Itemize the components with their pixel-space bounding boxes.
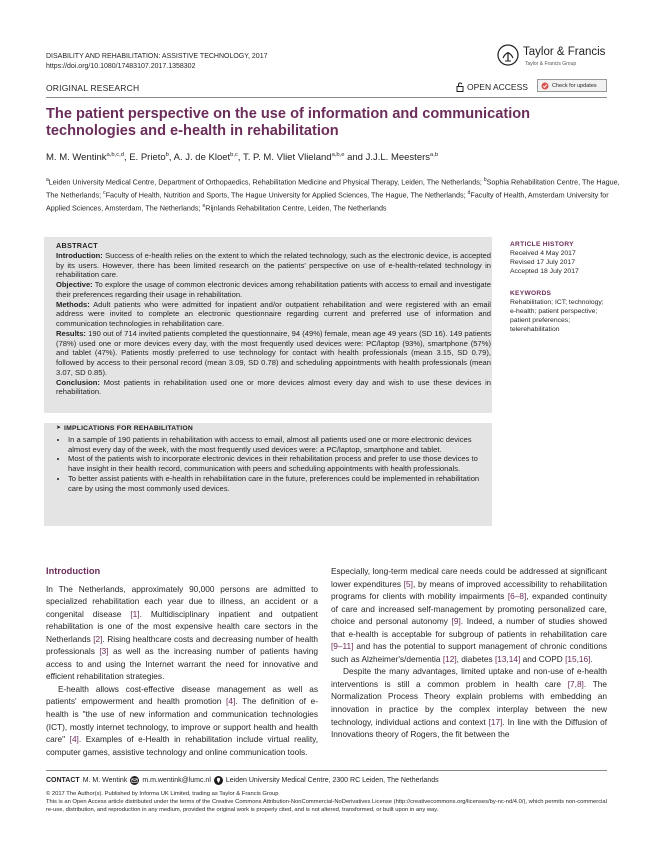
triangle-right-icon: ➤ [56,425,62,431]
author-name[interactable]: T. P. M. Vliet Vlieland [243,152,332,164]
implication-item: • In a sample of 190 patients in rehabilitation with access to email, almost all patients used one or more electronic devices almost every day of the week, with the most frequently used devices were: a PC/laptop, smartphone and tablet. [68,435,492,455]
author-name[interactable]: E. Prieto [129,152,166,164]
open-access-badge [456,82,528,92]
author-name[interactable]: A. J. de Kloet [173,152,231,164]
crossmark-icon [541,82,549,90]
abstract-section [56,300,491,329]
author-affiliation-marker: a,b [430,152,439,158]
copyright: © 2017 The Author(s). Published by Informa UK Limited, trading as Taylor & Francis Group [46,791,279,797]
address-icon [214,776,223,785]
citation-link[interactable]: [4] [69,734,79,745]
affiliations [46,175,621,214]
affiliation-text: Faculty of Health, Nutrition and Sports, The Hague University for Applied Sciences, The Hague, The Netherlands; [105,190,468,200]
affiliation-text: Rijnlands Rehabilitation Centre, Leiden, The Netherlands [205,203,387,213]
body-text: . The Normalization Process Theory explain problems with embedding an innovation in practice by the complex interplay between the new technology, individual actions and context [331,678,608,727]
author-affiliation-marker: a,b,e [331,152,345,158]
revised-date: Revised 17 July 2017 [510,259,575,266]
journal-header [46,52,267,71]
citation-link[interactable]: [12] [442,653,457,664]
body-text: , diabetes [456,653,495,664]
doi-link[interactable]: https://doi.org/10.1080/17483107.2017.1358302 [46,62,196,70]
contact-email[interactable]: m.m.wentink@lumc.nl [142,777,211,784]
abstract-section-label: Methods: [56,299,90,309]
body-paragraph [331,565,607,665]
body-text: . Indeed, a number of studies showed that e-health is acceptable for subgroup of patients in rehabilitation care [331,616,607,639]
affiliation-marker: b [483,177,487,183]
body-text: E-health allows cost-effective disease management as well as patients' empowerment and health promotion [46,683,318,707]
abstract [56,241,491,397]
received-date: Received 4 May 2017 [510,250,576,257]
body-paragraph [46,583,318,683]
author-separator: , [123,152,130,164]
keywords-heading: KEYWORDS [510,290,552,297]
body-text: and has the potential to support management of chronic conditions such as Alzheimer's/dementia [331,641,607,664]
open-lock-icon [456,82,464,92]
body-text: . [590,653,593,664]
citation-link[interactable]: [17] [488,716,503,727]
author-separator: , [237,152,244,164]
abstract-section-text: Most patients in rehabilitation used one or more devices almost every day and wish to use these devices in rehabilitation. [56,377,491,397]
body-text: . Multidisciplinary inpatient and outpatient rehabilitation is one of the most expensive health care sectors in the Netherlands [46,608,318,644]
implication-item: • Most of the patients wish to incorporate electronic devices in their rehabilitation process and prefer to use those devices to have insight in their health record, communication with peers and scheduling appointments with health professionals. [68,454,492,474]
author-name[interactable]: J.J.L. Meesters [365,152,431,164]
abstract-section-label: Introduction: [56,250,103,260]
abstract-section-text: 190 out of 714 invited patients completed the questionnaire, 94 (49%) female, mean age 49 years (SD 16). 149 patients (78%) used one or more devices every day, with the most frequently used devices were: PC/laptop (93%), smartphone (57%) and tablet (47%). Patients mostly preferred to use technology for contact with health professionals (mean 3.15, SD 0.79), followed by access to their personal record (mean 3.09, SD 0.78) and scheduling appointments with health professionals (mean 3.07, SD 0.85). [56,328,491,377]
abstract-section [56,251,491,280]
copyright-notice [46,790,611,814]
affiliation-marker: e [202,202,206,209]
body-text: as well as the increasing number of patients having access to and using the Internet warrant the need for innovative and efficient rehabilitation strategies. [46,646,318,682]
abstract-section-label: Objective: [56,280,93,289]
author-affiliation-marker: b [165,152,169,158]
body-text: . Examples of e-Health in rehabilitation include virtual reality, computer games, assistive technology and online communication tools. [46,734,318,757]
body-text: In The Netherlands, approximately 90,000 persons are admitted to specialized rehabilitation each year due to illness, an accident or a congenital disease [46,583,318,619]
abstract-section [56,378,491,398]
article-title: The patient perspective on the use of information and communication technologies and e-health in rehabilitation [46,106,531,139]
accepted-date: Accepted 18 July 2017 [510,268,579,275]
abstract-section-text: Success of e-health relies on the extent to which the related technology, such as the electronic device, is accepted by its users. However, there has been limited research on the patients' perspective on use of e-health-related technology in rehabilitation care. [56,250,491,280]
body-column-right [331,565,607,741]
affiliation-marker: d [467,189,471,196]
affiliation-marker: a [46,177,49,183]
keywords [510,289,610,334]
implications [56,424,492,494]
check-for-updates-button[interactable] [537,79,607,92]
abstract-section-text: To explore the usage of common electronic devices among rehabilitation patients with access to email and investigate their preferences regarding their usage in rehabilitation. [56,280,491,299]
body-text: , by means of improved accessibility to rehabilitation programs for clients with mobility impairments [331,578,607,602]
contact-label: CONTACT [46,777,80,784]
body-text: and COPD [520,653,566,664]
body-column-left [46,565,318,758]
citation-link[interactable]: [2] [93,633,103,644]
publisher-name: Taylor & Francis [523,46,606,58]
abstract-section-label: Results: [56,328,86,338]
article-history [510,240,579,276]
body-text: Despite the many advantages, limited uptake and non-use of e-health interventions is still a common problem in health care [331,666,607,689]
body-text: Especially, long-term medical care needs could be addressed at significant lower expenditures [331,566,607,589]
contact-address: Leiden University Medical Centre, 2300 RC Leiden, The Netherlands [225,777,439,784]
footer-divider [46,770,607,771]
article-history-heading: ARTICLE HISTORY [510,241,574,248]
body-paragraph [331,665,607,740]
affiliation-marker: c [103,189,106,196]
affiliation-text: Leiden University Medical Centre, Department of Orthopaedics, Rehabilitation Medicine and Physical Therapy, Leiden, The Netherlands; [48,177,484,187]
body-text: . Rising healthcare costs and decreasing number of health professionals [46,633,318,657]
abstract-section-label: Conclusion: [56,377,100,387]
check-for-updates-label: Check for updates [552,82,597,89]
email-icon [130,776,139,785]
publisher-logo-icon [497,44,519,66]
abstract-section [56,329,491,378]
citation-link[interactable]: [4] [226,696,236,707]
article-type: ORIGINAL RESEARCH [46,83,140,93]
abstract-heading: ABSTRACT [56,241,98,250]
author-affiliation-marker: a,b,c,d [106,152,124,158]
introduction-heading: Introduction [46,566,101,576]
citation-link[interactable]: [5] [403,578,413,589]
body-text: , expanded continuity of care and increased self-management by promoting personalized care, choice and personal autonomy [331,591,608,627]
citation-link[interactable]: [13,14] [494,653,521,664]
body-text: . In line with the Diffusion of Innovations theory of Rogers, the fit between the [331,716,607,740]
header-divider [46,97,607,98]
affiliation-text: Sophia Rehabilitation Centre, The Hague, The Netherlands; [46,177,620,200]
body-paragraph [46,683,318,758]
author-separator: and [344,152,366,164]
journal-title: DISABILITY AND REHABILITATION: ASSISTIVE TECHNOLOGY, 2017 [46,53,268,60]
citation-link[interactable]: [9] [451,616,461,627]
author-affiliation-marker: b,c [230,152,238,158]
license-text: This is an Open Access article distributed under the terms of the Creative Commons Attribution-NonCommercial-NoDerivatives License (http://creativecommons.org/licenses/by-nc-nd/4.0/), which permits non-commercial re-use, distribution, and reproduction in any medium, provided the original work is properly cited, and is not altered, transformed, or built upon in any way. [46,799,607,813]
citation-link[interactable]: [3] [99,646,109,657]
contact-line [46,776,439,785]
publisher-logo[interactable] [497,44,607,70]
publisher-group: Taylor & Francis Group [525,61,577,67]
keywords-text: Rehabilitation; ICT; technology; e-health; patient perspective; patient preferences; telerehabilitation [510,299,604,333]
implication-item: • To better assist patients with e-health in rehabilitation care in the future, preferences could be implemented in rehabilitation care by using the most commonly used devices. [68,474,492,494]
citation-link[interactable]: [1] [130,608,140,619]
author-separator: , [168,152,174,164]
citation-link[interactable]: [7,8] [567,678,584,689]
abstract-section-text: Adult patients who were admitted for inpatient and/or outpatient rehabilitation and were registered with an email address were invited to complete an electronic questionnaire regarding current and preferred use of information and communication technologies in rehabilitation care. [56,299,491,328]
implications-heading: IMPLICATIONS FOR REHABILITATION [64,425,193,432]
body-text: . The definition of e-health is "the use of new information and communication technologies (ICT), mostly internet technology, to improve or support health and health care" [46,696,318,745]
open-access-label: OPEN ACCESS [467,82,528,92]
author-list [46,152,438,163]
citation-link[interactable]: [9–11] [331,641,354,652]
contact-name: M. M. Wentink [82,777,128,784]
citation-link[interactable]: [15,16] [565,653,591,664]
citation-link[interactable]: [6–8] [507,591,527,602]
author-name[interactable]: M. M. Wentink [46,152,107,164]
affiliation-text: Faculty of Health, Amsterdam University for Applied Sciences, Amsterdam, The Netherlands; [46,190,609,213]
abstract-section [56,280,491,300]
